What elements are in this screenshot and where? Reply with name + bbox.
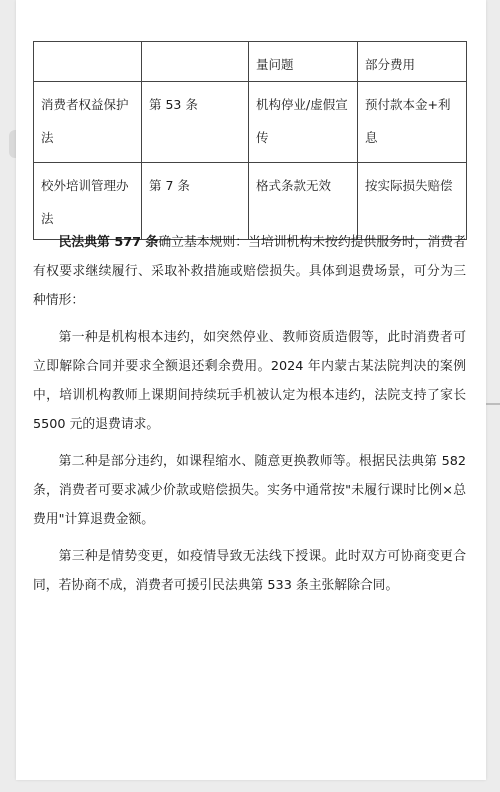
table-cell <box>142 42 249 82</box>
table-cell: 按实际损失赔偿 <box>358 163 467 240</box>
table-cell: 格式条款无效 <box>249 163 358 240</box>
table-cell: 预付款本金+利息 <box>358 82 467 163</box>
table-row <box>34 42 467 82</box>
paragraph: 第三种是情势变更，如疫情导致无法线下授课。此时双方可协商变更合同，若协商不成，消费者可援引民法典第 533 条主张解除合同。 <box>33 549 466 593</box>
paragraph-intro <box>33 228 466 315</box>
paragraph: 第一种是机构根本违约，如突然停业、教师资质造假等，此时消费者可立即解除合同并要求全额退还剩余费用。2024 年内蒙古某法院判决的案例中，培训机构教师上课期间持续玩手机被认定为根本违约，法院支持了家长 5500 元的退费请求。 <box>33 330 466 432</box>
law-reference: 民法典第 577 条 <box>58 235 159 250</box>
law-table <box>33 41 467 240</box>
table-cell: 部分费用 <box>358 42 467 82</box>
table-cell: 第 53 条 <box>142 82 249 163</box>
paragraph: 第二种是部分违约，如课程缩水、随意更换教师等。根据民法典第 582 条，消费者可要求减少价款或赔偿损失。实务中通常按"未履行课时比例×总费用"计算退费金额。 <box>33 454 466 527</box>
document-page <box>16 0 486 780</box>
scroll-marker <box>486 403 500 405</box>
table-cell: 量问题 <box>249 42 358 82</box>
table-cell <box>34 42 142 82</box>
table-cell: 校外培训管理办法 <box>34 163 142 240</box>
table-cell: 第 7 条 <box>142 163 249 240</box>
table-cell: 机构停业/虚假宣传 <box>249 82 358 163</box>
body-text <box>33 228 466 608</box>
paragraph-text: 确立基本规则：当培训机构未按约提供服务时，消费者有权要求继续履行、采取补救措施或赔偿损失。具体到退费场景，可分为三种情形： <box>33 235 466 308</box>
table-cell: 消费者权益保护法 <box>34 82 142 163</box>
table-row <box>34 82 467 163</box>
